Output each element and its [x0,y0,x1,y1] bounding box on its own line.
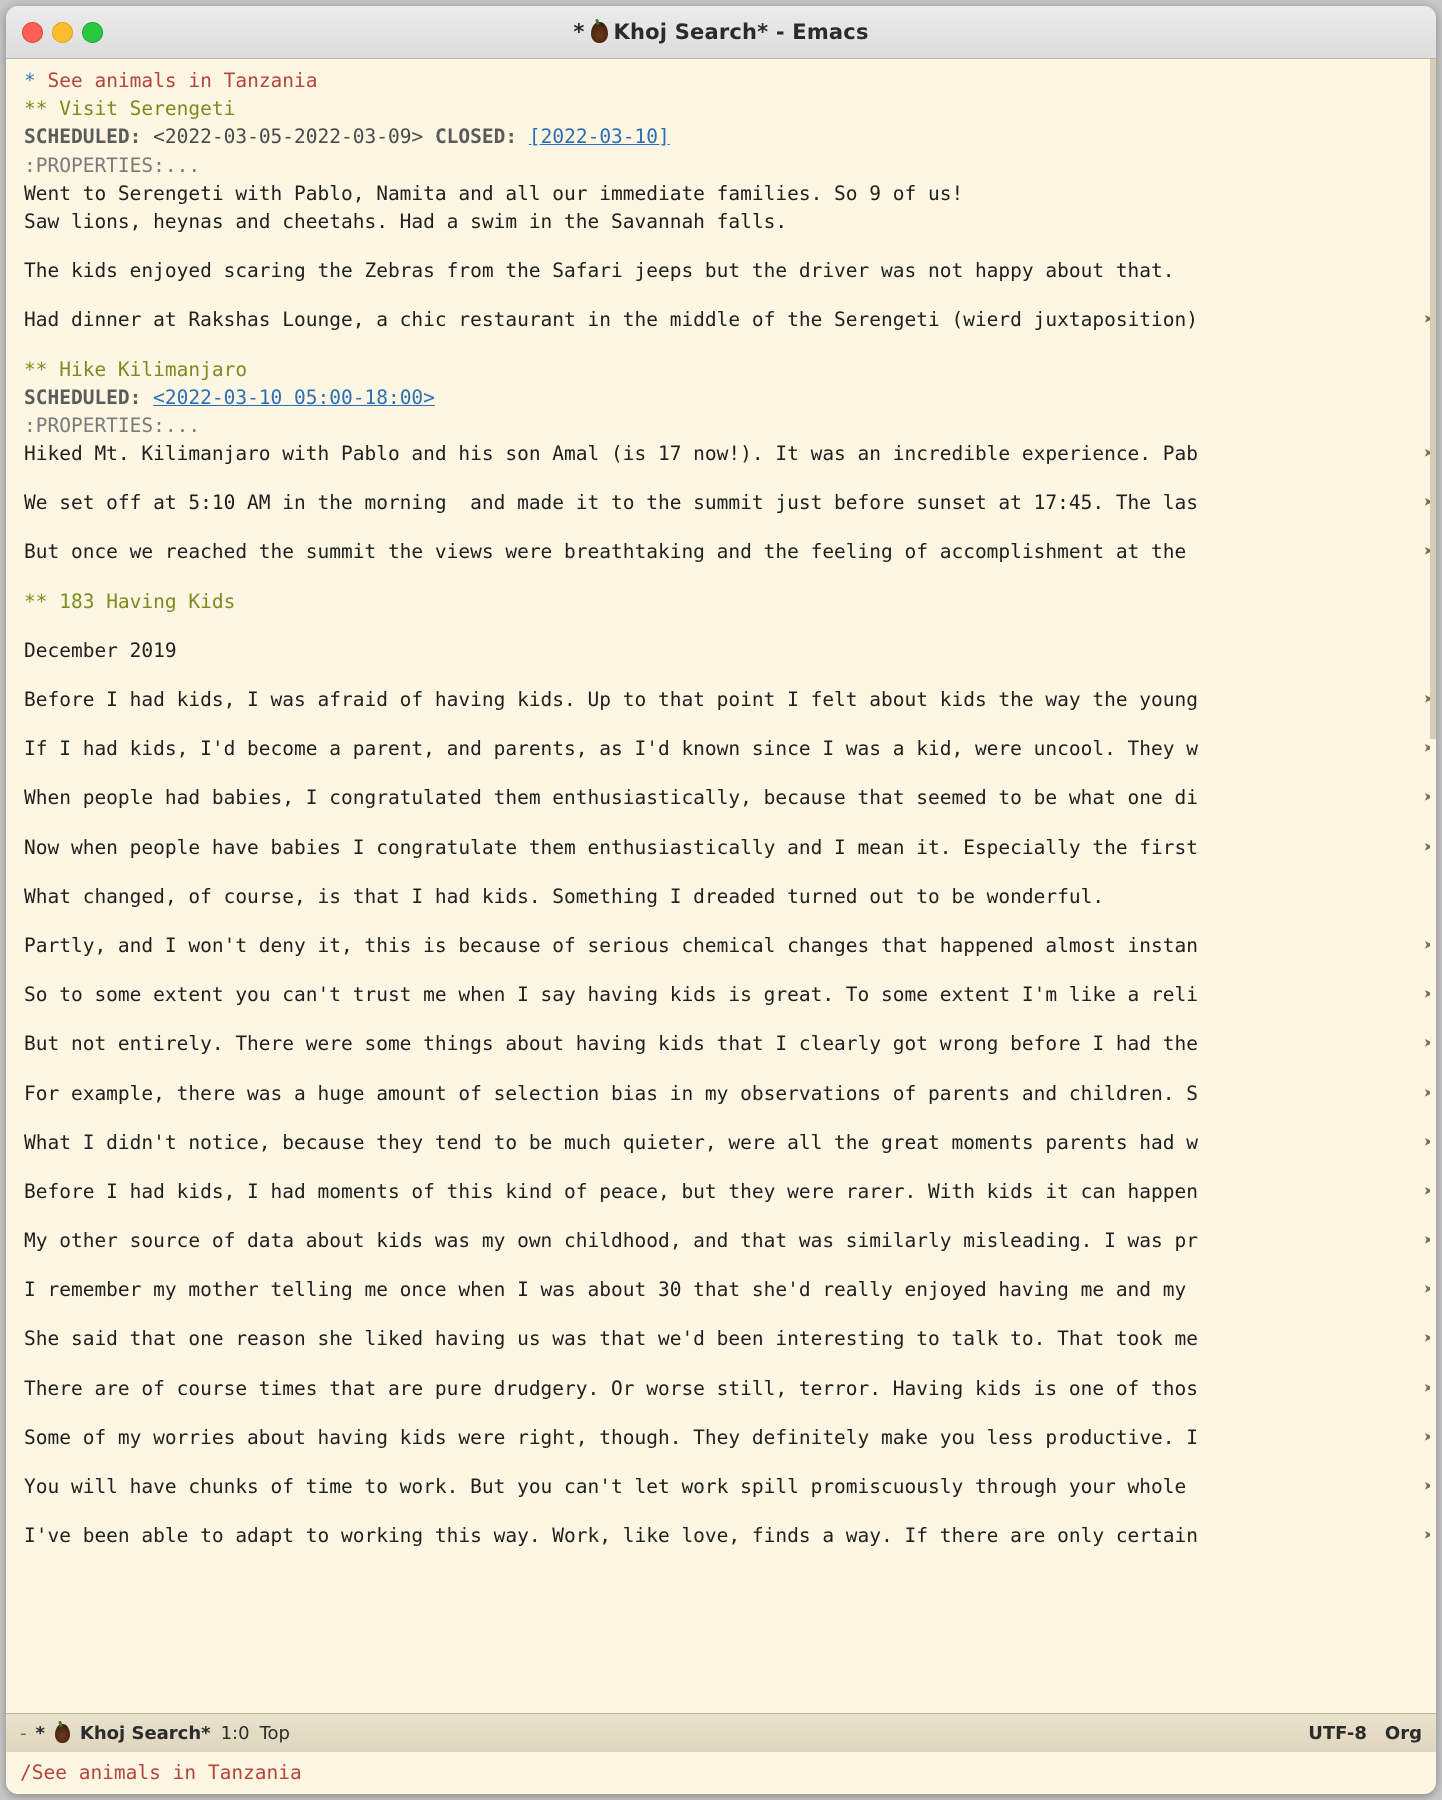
org-heading-text: Hike Kilimanjaro [59,357,248,381]
minibuffer[interactable] [6,1752,1436,1794]
org-body-text: Hiked Mt. Kilimanjaro with Pablo and his son Amal (is 17 now!). It was an incredible experience. Pab [24,442,1198,466]
org-body-text: What changed, of course, is that I had kids. Something I dreaded turned out to be wonderful. [24,884,1105,908]
window-title [6,6,1436,58]
org-bullet-icon: ** [24,589,48,613]
emacs-window [6,6,1436,1794]
org-body-text: The kids enjoyed scaring the Zebras from the Safari jeeps but the driver was not happy about that. [24,259,1175,283]
window-controls [22,22,103,43]
org-body-text: Went to Serengeti with Pablo, Namita and all our immediate families. So 9 of us! [24,181,964,205]
org-heading-level-2[interactable] [6,95,1436,123]
org-body-text: I've been able to adapt to working this way. Work, like love, finds a way. If there are only certain [24,1524,1198,1548]
org-body-line[interactable] [6,735,1436,763]
org-body-text: When people had babies, I congratulated them enthusiastically, because that seemed to be what one di [24,786,1198,810]
org-properties-text[interactable]: :PROPERTIES:... [24,153,201,177]
org-body-text: But not entirely. There were some things about having kids that I clearly got wrong before I had the [24,1032,1198,1056]
window-title-text: Khoj Search* - Emacs [613,20,869,44]
org-body-text: Partly, and I won't deny it, this is because of serious chemical changes that happened almost instan [24,933,1198,957]
org-body-text: There are of course times that are pure drudgery. Or worse still, terror. Having kids is one of thos [24,1376,1198,1400]
org-heading-level-2[interactable] [6,356,1436,384]
org-bullet-icon: * [24,69,36,92]
org-body-text: Before I had kids, I had moments of this kind of peace, but they were rarer. With kids it can happen [24,1179,1198,1203]
schedule-timestamp[interactable]: <2022-03-05-2022-03-09> [153,125,424,149]
schedule-keyword: SCHEDULED: [24,385,142,409]
org-body-line[interactable] [6,834,1436,862]
org-schedule-line[interactable] [6,123,1436,151]
org-body-line[interactable] [6,686,1436,714]
org-body-text: What I didn't notice, because they tend to be much quieter, were all the great moments parents had w [24,1130,1198,1154]
right-fringe [1430,59,1436,1713]
org-properties-drawer[interactable] [6,152,1436,180]
org-heading-level-1[interactable] [6,67,1436,95]
org-body-line[interactable] [6,1424,1436,1452]
org-body-line[interactable] [6,440,1436,468]
mode-line-right [1308,1723,1422,1744]
org-body-line[interactable] [6,1030,1436,1058]
org-body-text: For example, there was a huge amount of selection bias in my observations of parents and children. S [24,1081,1198,1105]
mode-line-buffer-prefix: * [35,1722,45,1744]
org-body-text: So to some extent you can't trust me when I say having kids is great. To some extent I'm like a reli [24,983,1198,1007]
org-body-line[interactable] [6,538,1436,566]
org-body-text: Now when people have babies I congratulate them enthusiastically and I mean it. Especially the first [24,835,1198,859]
org-body-line[interactable] [6,208,1436,236]
org-body-line[interactable] [6,784,1436,812]
org-body-line[interactable] [6,1080,1436,1108]
mode-line-scroll-state: Top [259,1722,290,1744]
org-body-line[interactable] [6,306,1436,334]
mode-line-left [6,1723,1308,1744]
org-body-text: Before I had kids, I was afraid of having kids. Up to that point I felt about kids the way the young [24,688,1198,711]
closed-keyword: CLOSED: [434,125,518,149]
mode-line [6,1713,1436,1752]
scroll-indicator[interactable] [1430,59,1436,739]
org-body-text: I remember my mother telling me once when I was about 30 that she'd really enjoyed having me and my [24,1278,1198,1302]
org-body-line[interactable] [6,1325,1436,1353]
org-heading-level-2[interactable] [6,588,1436,616]
mode-line-position: 1:0 [220,1722,250,1744]
title-bar[interactable] [6,6,1436,59]
org-body-line[interactable] [6,1276,1436,1304]
minibuffer-text: /See animals in Tanzania [20,1761,302,1784]
close-button[interactable] [22,22,43,43]
mode-line-dashes: - [20,1722,26,1744]
org-body-text: She said that one reason she liked having us was that we'd been interesting to talk to. That took me [24,1327,1198,1351]
org-buffer-text[interactable] [6,59,1436,1713]
org-body-text: We set off at 5:10 AM in the morning and made it to the summit just before sunset at 17:45. The las [24,491,1198,515]
org-body-text: My other source of data about kids was my own childhood, and that was similarly misleading. I was pr [24,1229,1198,1253]
org-body-line[interactable] [6,981,1436,1009]
org-body-line[interactable] [6,1129,1436,1157]
org-body-line[interactable] [6,637,1436,665]
org-properties-text[interactable]: :PROPERTIES:... [24,413,201,437]
org-body-text: Saw lions, heynas and cheetahs. Had a swim in the Savannah falls. [24,209,788,233]
org-body-text: You will have chunks of time to work. But you can't let work spill promiscuously through your whole [24,1475,1198,1498]
window-title-prefix: * [573,20,585,44]
org-heading-text: See animals in Tanzania [47,69,318,92]
maximize-button[interactable] [82,22,103,43]
schedule-keyword: SCHEDULED: [24,125,142,149]
org-body-line[interactable] [6,257,1436,285]
org-schedule-line[interactable] [6,384,1436,412]
minimize-button[interactable] [52,22,73,43]
org-body-line[interactable] [6,1375,1436,1403]
closed-timestamp[interactable]: [2022-03-10] [528,125,670,149]
emacs-logo-icon [55,1724,70,1743]
org-body-line[interactable] [6,180,1436,208]
org-body-line[interactable] [6,883,1436,911]
mode-line-coding: UTF-8 [1308,1722,1367,1744]
buffer-area[interactable] [6,59,1436,1713]
org-body-text: Some of my worries about having kids were right, though. They definitely make you less productive. I [24,1425,1198,1449]
org-bullet-icon: ** [24,357,48,381]
emacs-logo-icon [591,22,608,43]
org-heading-text: Visit Serengeti [59,97,236,121]
org-body-text: But once we reached the summit the views were breathtaking and the feeling of accomplishment at the [24,540,1198,564]
org-body-line[interactable] [6,1473,1436,1501]
org-body-line[interactable] [6,489,1436,517]
org-body-text: If I had kids, I'd become a parent, and parents, as I'd known since I was a kid, were uncool. They w [24,737,1198,761]
org-bullet-icon: ** [24,97,48,121]
mode-line-major-mode[interactable]: Org [1384,1722,1422,1744]
org-body-text: Had dinner at Rakshas Lounge, a chic restaurant in the middle of the Serengeti (wierd juxtaposition) [24,308,1198,332]
mode-line-buffer-name[interactable]: Khoj Search* [79,1722,211,1744]
org-body-line[interactable] [6,1522,1436,1550]
org-heading-text: 183 Having Kids [59,589,236,613]
org-body-line[interactable] [6,932,1436,960]
org-properties-drawer[interactable] [6,412,1436,440]
org-body-line[interactable] [6,1178,1436,1206]
schedule-timestamp[interactable]: <2022-03-10 05:00-18:00> [153,385,435,409]
org-body-line[interactable] [6,1227,1436,1255]
org-body-text: December 2019 [24,638,177,662]
